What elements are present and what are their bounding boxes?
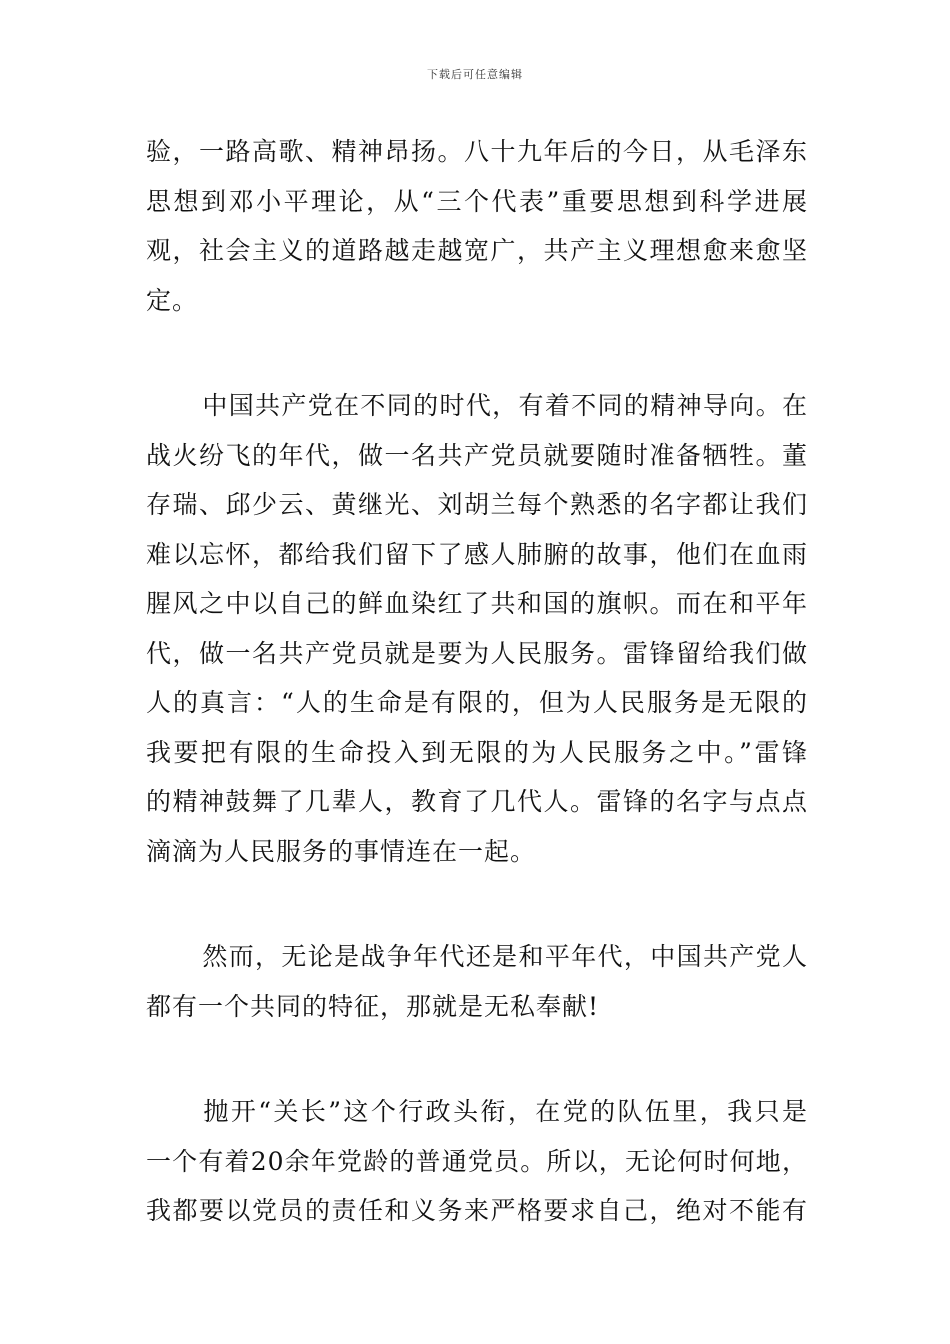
text-line: 观，社会主义的道路越走越宽广，共产主义理想愈来愈坚 (146, 236, 808, 265)
text-line: 腥风之中以自己的鲜血染红了共和国的旗帜。而在和平年 (146, 589, 808, 618)
text-line: 一个有着20余年党龄的普通党员。所以，无论何时何地， (146, 1146, 808, 1176)
text-line: 人的真言：“人的生命是有限的，但为人民服务是无限的 (146, 688, 808, 717)
text-line-content: 抛开“关长”这个行政头衔，在党的队伍里，我只是 (202, 1097, 808, 1126)
text-line: 思想到邓小平理论，从“三个代表”重要思想到科学进展 (146, 186, 808, 216)
page-body (146, 127, 808, 1292)
text-line: 我要把有限的生命投入到无限的为人民服务之中。”雷锋 (146, 737, 808, 767)
text-line: 代，做一名共产党员就是要为人民服务。雷锋留给我们做 (146, 638, 808, 668)
text-line: 定。 (146, 285, 199, 315)
paragraph (146, 381, 808, 876)
text-line: 战火纷飞的年代，做一名共产党员就要随时准备牺牲。董 (146, 440, 808, 470)
text-line: 的精神鼓舞了几辈人，教育了几代人。雷锋的名字与点点 (146, 787, 808, 816)
text-line: 滴滴为人民服务的事情连在一起。 (146, 836, 537, 866)
text-line: 都有一个共同的特征，那就是无私奉献! (146, 991, 600, 1021)
paragraph (146, 932, 808, 1031)
text-line (146, 932, 808, 982)
paragraph (146, 1087, 808, 1236)
paragraph (146, 127, 808, 325)
text-line (146, 1087, 808, 1137)
text-line-content: 然而，无论是战争年代还是和平年代，中国共产党人 (202, 942, 808, 971)
text-line (146, 381, 808, 431)
text-line: 验，一路高歌、精神昂扬。八十九年后的今日，从毛泽东 (146, 137, 808, 166)
text-line: 存瑞、邱少云、黄继光、刘胡兰每个熟悉的名字都让我们 (146, 490, 808, 519)
text-line: 我都要以党员的责任和义务来严格要求自己，绝对不能有 (146, 1196, 808, 1225)
text-line: 难以忘怀，都给我们留下了感人肺腑的故事，他们在血雨 (146, 539, 808, 569)
header-note: 下载后可任意编辑 (427, 68, 523, 81)
text-line-content: 中国共产党在不同的时代，有着不同的精神导向。在 (202, 391, 808, 420)
